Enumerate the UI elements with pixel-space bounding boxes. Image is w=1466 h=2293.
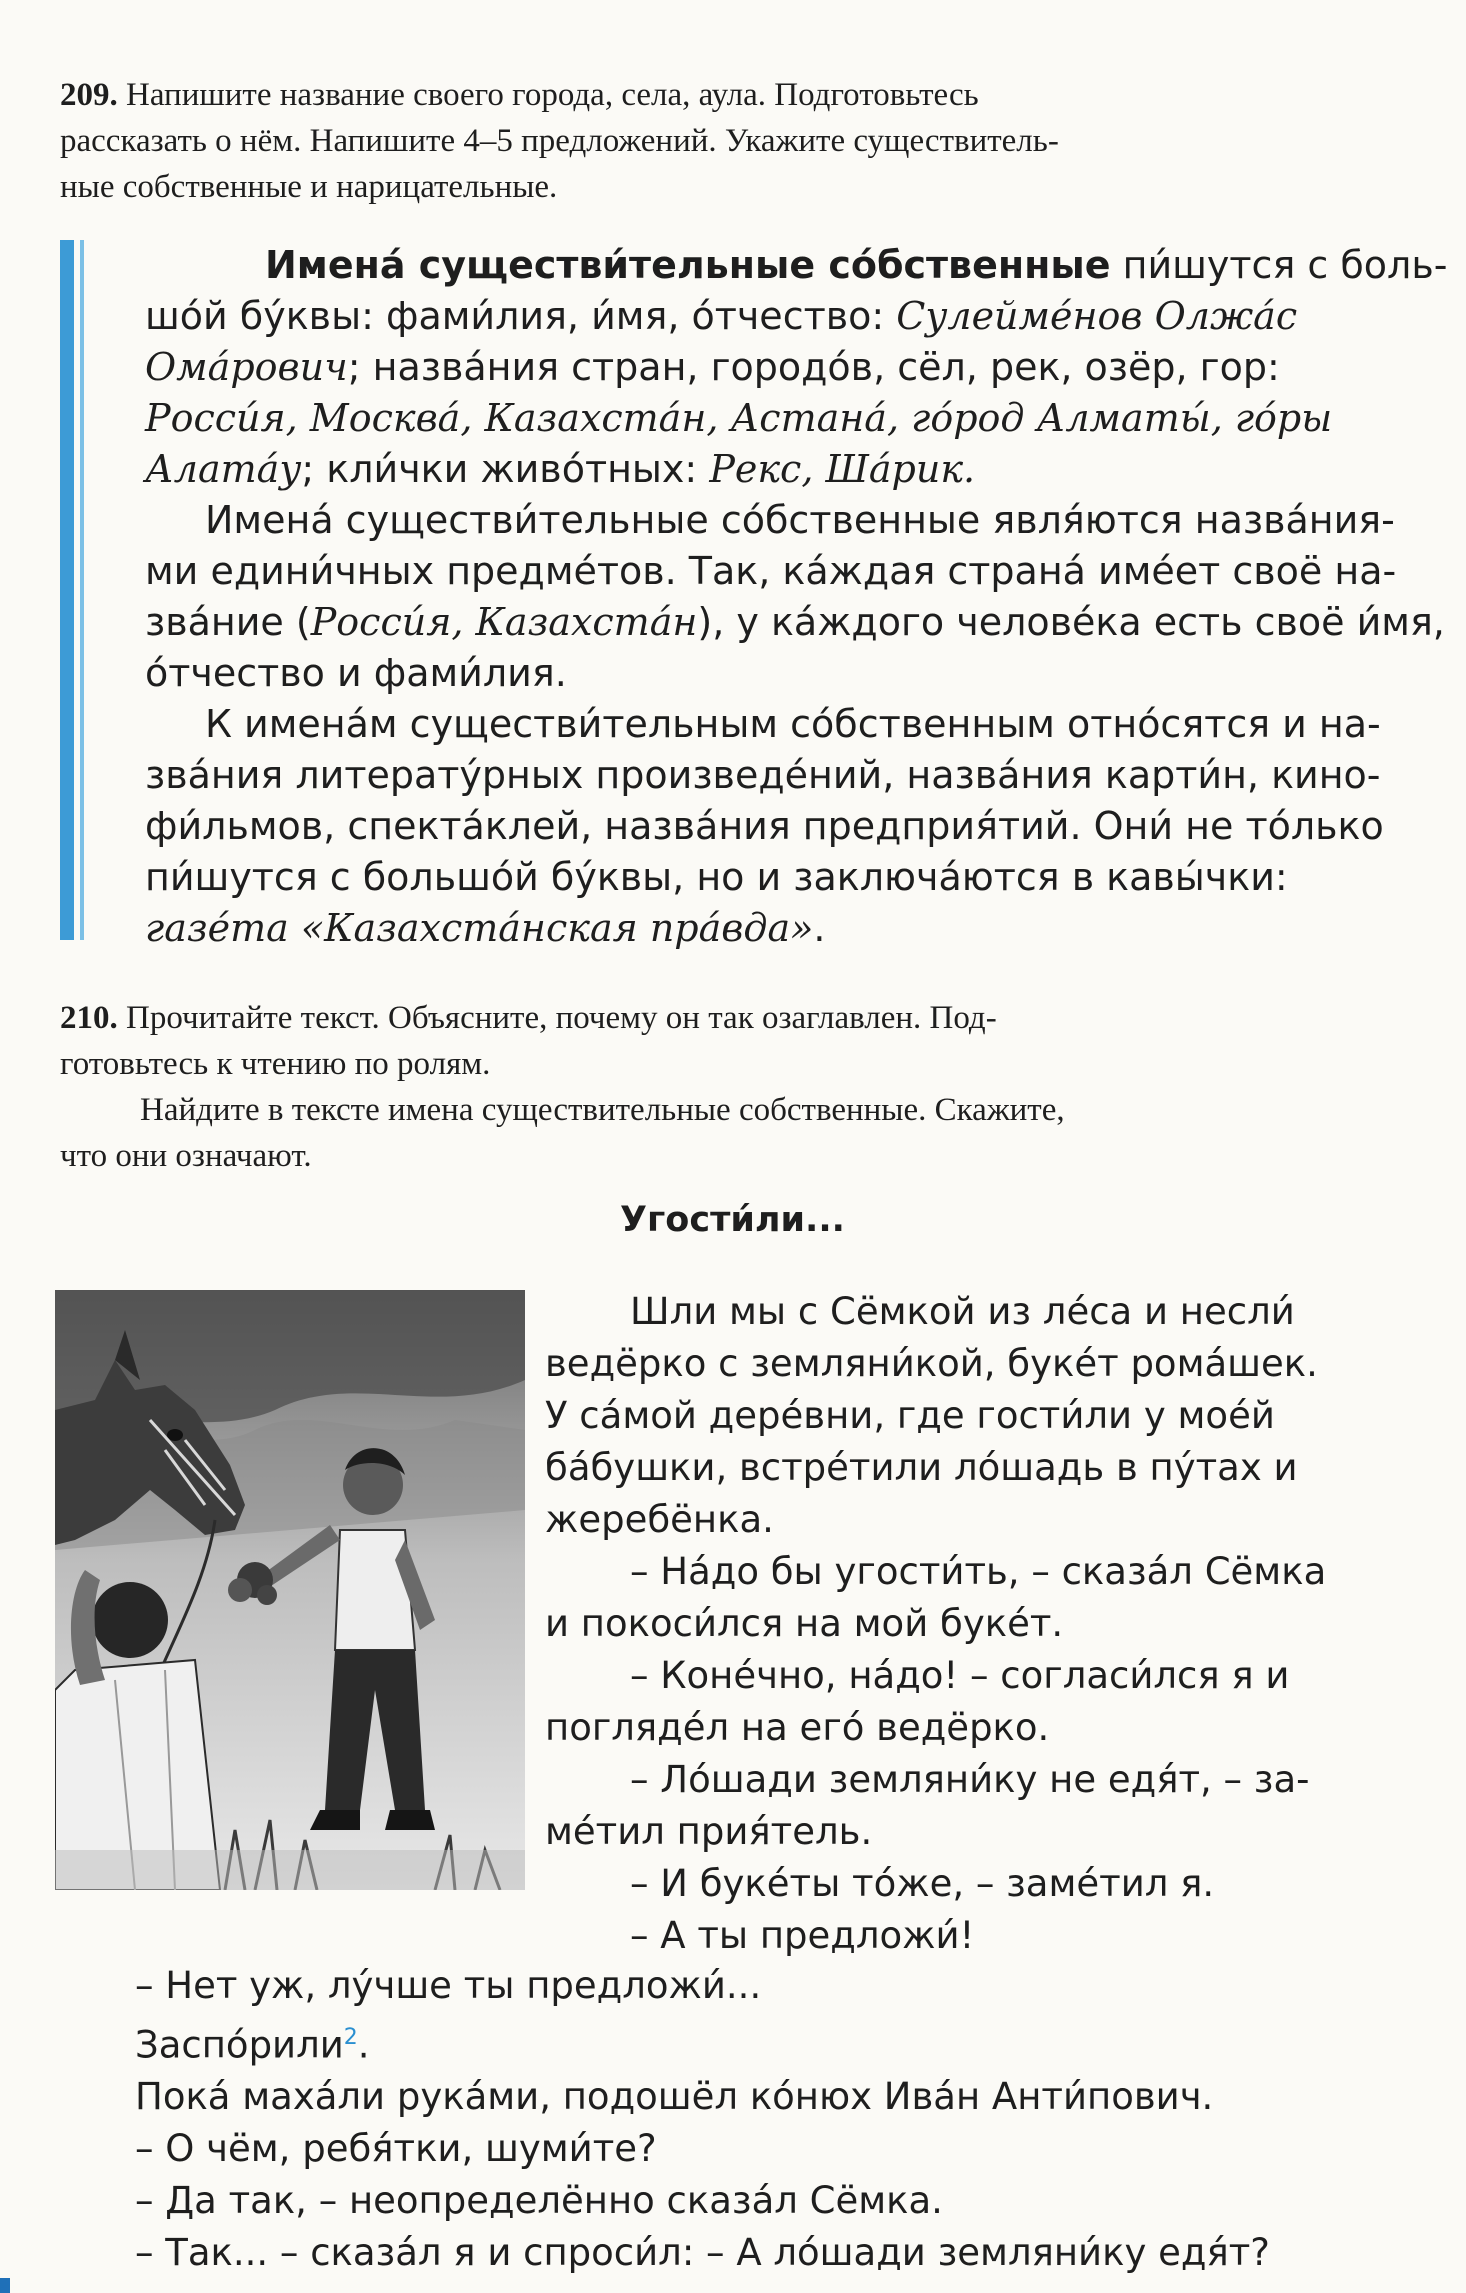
rule-p2-l1: Имена́ существи́тельные со́бственные явля́ются назва́ния- <box>205 498 1395 542</box>
story-line: Пока́ маха́ли рука́ми, подошёл ко́нюх Ива́н Анти́пович. <box>135 2075 1214 2119</box>
rule-p3-l5-end: . <box>813 906 826 950</box>
rule-p1-l3a: Ома́рович <box>145 345 348 389</box>
story-line-end: . <box>357 2023 370 2067</box>
story-line: У са́мой дере́вни, где гости́ли у мое́й <box>545 1394 1275 1437</box>
story-title: Угости́ли... <box>620 1200 845 1240</box>
story-line: ба́бушки, встре́тили ло́шадь в пу́тах и <box>545 1446 1298 1489</box>
rule-p2-l4: о́тчество и фами́лия. <box>145 651 567 695</box>
story-line: ведёрко с земляни́кой, буке́т рома́шек. <box>545 1342 1318 1385</box>
rule-p1-l2b: Сулейме́нов Олжа́с <box>896 294 1298 338</box>
rule-p2-l3b: Росси́я, Казахста́н <box>310 600 698 644</box>
rule-p1-l3b: ; назва́ния стран, городо́в, сёл, рек, озёр, гор: <box>347 345 1280 389</box>
story-line: Заспо́рили <box>135 2023 344 2067</box>
rule-p1-l5c: Рекс, Ша́рик. <box>709 447 976 491</box>
rule-p2-l3a: зва́ние ( <box>145 600 311 644</box>
story-line: – На́до бы угости́ть, – сказа́л Сёмка <box>630 1550 1327 1593</box>
page-edge-marker <box>0 2278 10 2293</box>
story-line: – Нет уж, лу́чше ты предложи́... <box>135 1964 762 2007</box>
story-line: – О чём, ребя́тки, шуми́те? <box>135 2127 657 2171</box>
horse-boy-drawing <box>55 1290 525 1890</box>
rule-p3-l5: газе́та «Казахста́нская пра́вда» <box>145 906 814 950</box>
exercise-210-line1: Прочитайте текст. Объясните, почему он так озаглавлен. Под- <box>126 1000 997 1036</box>
horse-illustration <box>55 1290 525 1890</box>
exercise-210-number: 210. <box>60 1000 118 1036</box>
exercise-209-number: 209. <box>60 77 118 113</box>
exercise-210-line2: готовьтесь к чтению по ролям. <box>60 1046 491 1082</box>
rule-p1-l5a: Алата́у <box>145 447 302 491</box>
story-line: погляде́л на его́ ведёрко. <box>545 1706 1050 1749</box>
story-line: ме́тил прия́тель. <box>545 1810 873 1853</box>
story-line: – Ло́шади земляни́ку не едя́т, – за- <box>630 1758 1310 1801</box>
exercise-210-line4: что они означают. <box>60 1138 312 1174</box>
story-line: – Да так, – неопределённо сказа́л Сёмка. <box>135 2179 943 2223</box>
exercise-209-line3: ные собственные и нарицательные. <box>60 169 558 205</box>
rule-margin-bar <box>60 240 74 940</box>
story-line: – Коне́чно, на́до! – согласи́лся я и <box>630 1654 1290 1697</box>
story-line: жеребёнка. <box>545 1498 774 1541</box>
rule-p3-l2: зва́ния литерату́рных произведе́ний, назва́ния карти́н, кино- <box>145 753 1381 797</box>
story-line: Шли мы с Сёмкой из ле́са и несли́ <box>630 1290 1295 1333</box>
rule-p2-l3c: ), у ка́ждого челове́ка есть своё и́мя, <box>697 600 1445 644</box>
rule-p1-l4: Росси́я, Москва́, Казахста́н, Астана́, го́род Алматы́, го́ры <box>145 396 1333 440</box>
rule-box <box>60 240 1448 950</box>
footnote-marker[interactable]: 2 <box>343 2025 358 2050</box>
exercise-210-line3: Найдите в тексте имена существительные собственные. Скажите, <box>140 1092 1065 1128</box>
exercise-209-line1: Напишите название своего города, села, аула. Подготовьтесь <box>126 77 979 113</box>
exercise-209 <box>60 72 1430 210</box>
rule-p3-l1: К имена́м существи́тельным со́бственным отно́сятся и на- <box>205 702 1381 746</box>
story-line: – И буке́ты то́же, – заме́тил я. <box>630 1862 1215 1905</box>
rule-p3-l4: пи́шутся с большо́й бу́квы, но и заключа́ются в кавы́чки: <box>145 855 1288 899</box>
story-line: и покоси́лся на мой буке́т. <box>545 1602 1064 1645</box>
rule-margin-bar-thin <box>80 240 84 940</box>
rule-p1-l1: пи́шутся с боль- <box>1110 243 1448 287</box>
story-line: – А ты предложи́! <box>630 1914 975 1957</box>
rule-text <box>145 240 1448 954</box>
story-right-column <box>545 1286 1435 1962</box>
rule-p3-l3: фи́льмов, спекта́клей, назва́ния предприя́тий. Они́ не то́лько <box>145 804 1384 848</box>
story-line: – Так... – сказа́л я и спроси́л: – А ло́шади земляни́ку едя́т? <box>135 2231 1270 2275</box>
rule-p1-l2a: шо́й бу́квы: фами́лия, и́мя, о́тчество: <box>145 294 897 338</box>
rule-term: Имена́ существи́тельные со́бственные <box>265 243 1111 287</box>
story-full-width <box>135 1960 1435 2279</box>
rule-p1-l5b: ; кли́чки живо́тных: <box>301 447 710 491</box>
exercise-210 <box>60 995 1430 1179</box>
rule-p2-l2: ми едини́чных предме́тов. Так, ка́ждая страна́ име́ет своё на- <box>145 549 1397 593</box>
exercise-209-line2: рассказать о нём. Напишите 4–5 предложений. Укажите существитель- <box>60 123 1059 159</box>
